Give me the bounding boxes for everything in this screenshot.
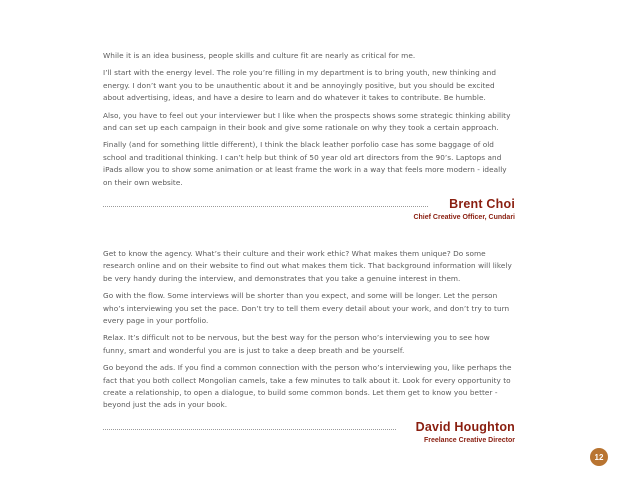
- dotted-divider: [103, 206, 428, 207]
- page-number-badge: 12: [590, 448, 608, 466]
- paragraph: While it is an idea business, people skills and culture fit are nearly as critical for me.: [103, 51, 416, 60]
- quote-section-brent-choi: [103, 50, 515, 224]
- author-title: Chief Creative Officer, Cundari: [413, 214, 515, 222]
- quote-section-david-houghton: [103, 248, 515, 447]
- paragraph: Finally (and for something little different), I think the black leather porfolio case has some baggage of old school and traditional thinking. I can’t help but think of 50 year old art directors from the 90’s. Laptops and iPads allow you to show some animation or at least frame the work in a way that feels more modern - ideally on their own website.: [103, 140, 507, 187]
- author-title: Freelance Creative Director: [423, 436, 515, 444]
- paragraph: I’ll start with the energy level. The role you’re filling in my department is to bring youth, new thinking and energy. I don’t want you to be unauthentic about it and be annoyingly positive, but you should be excited about advertising, ideas, and have a desire to learn and do whatever it takes to contribute. Be humble.: [103, 68, 497, 103]
- paragraph: Relax. It’s difficult not to be nervous, but the best way for the person who’s interviewing you to see how funny, smart and wonderful you are is just to take a deep breath and be yourself.: [103, 333, 490, 355]
- paragraph: Go with the flow. Some interviews will be shorter than you expect, and some will be longer. Let the person who’s interviewing you set the pace. Don’t try to tell them every detail about your work, and don’t try to turn every page in your portfolio.: [103, 291, 510, 326]
- paragraph: Also, you have to feel out your interviewer but I like when the prospects shows some strategic thinking ability and can set up each campaign in their book and give some rationale on why they took a certain approach.: [103, 110, 511, 133]
- paragraph: Go beyond the ads. If you find a common connection with the person who’s interviewing you, like perhaps the fact that you both collect Mongolian camels, take a few minutes to talk about it. Look for every opportunity to create a relationship, to open a dialogue, to build some common bonds. Let them get to know you better - beyond just the ads in your book.: [103, 363, 512, 410]
- signature: [103, 194, 515, 224]
- author-name: David Houghton: [415, 419, 515, 434]
- author-name: Brent Choi: [449, 197, 515, 212]
- dotted-divider: [103, 429, 396, 430]
- paragraph: Get to know the agency. What’s their culture and their work ethic? What makes them unique? Do some research online and on their website to find out what makes them tick. That background information will likely be very handy during the interview, and demonstrates that you take a genuine interest in them.: [103, 249, 512, 283]
- signature: [103, 417, 515, 447]
